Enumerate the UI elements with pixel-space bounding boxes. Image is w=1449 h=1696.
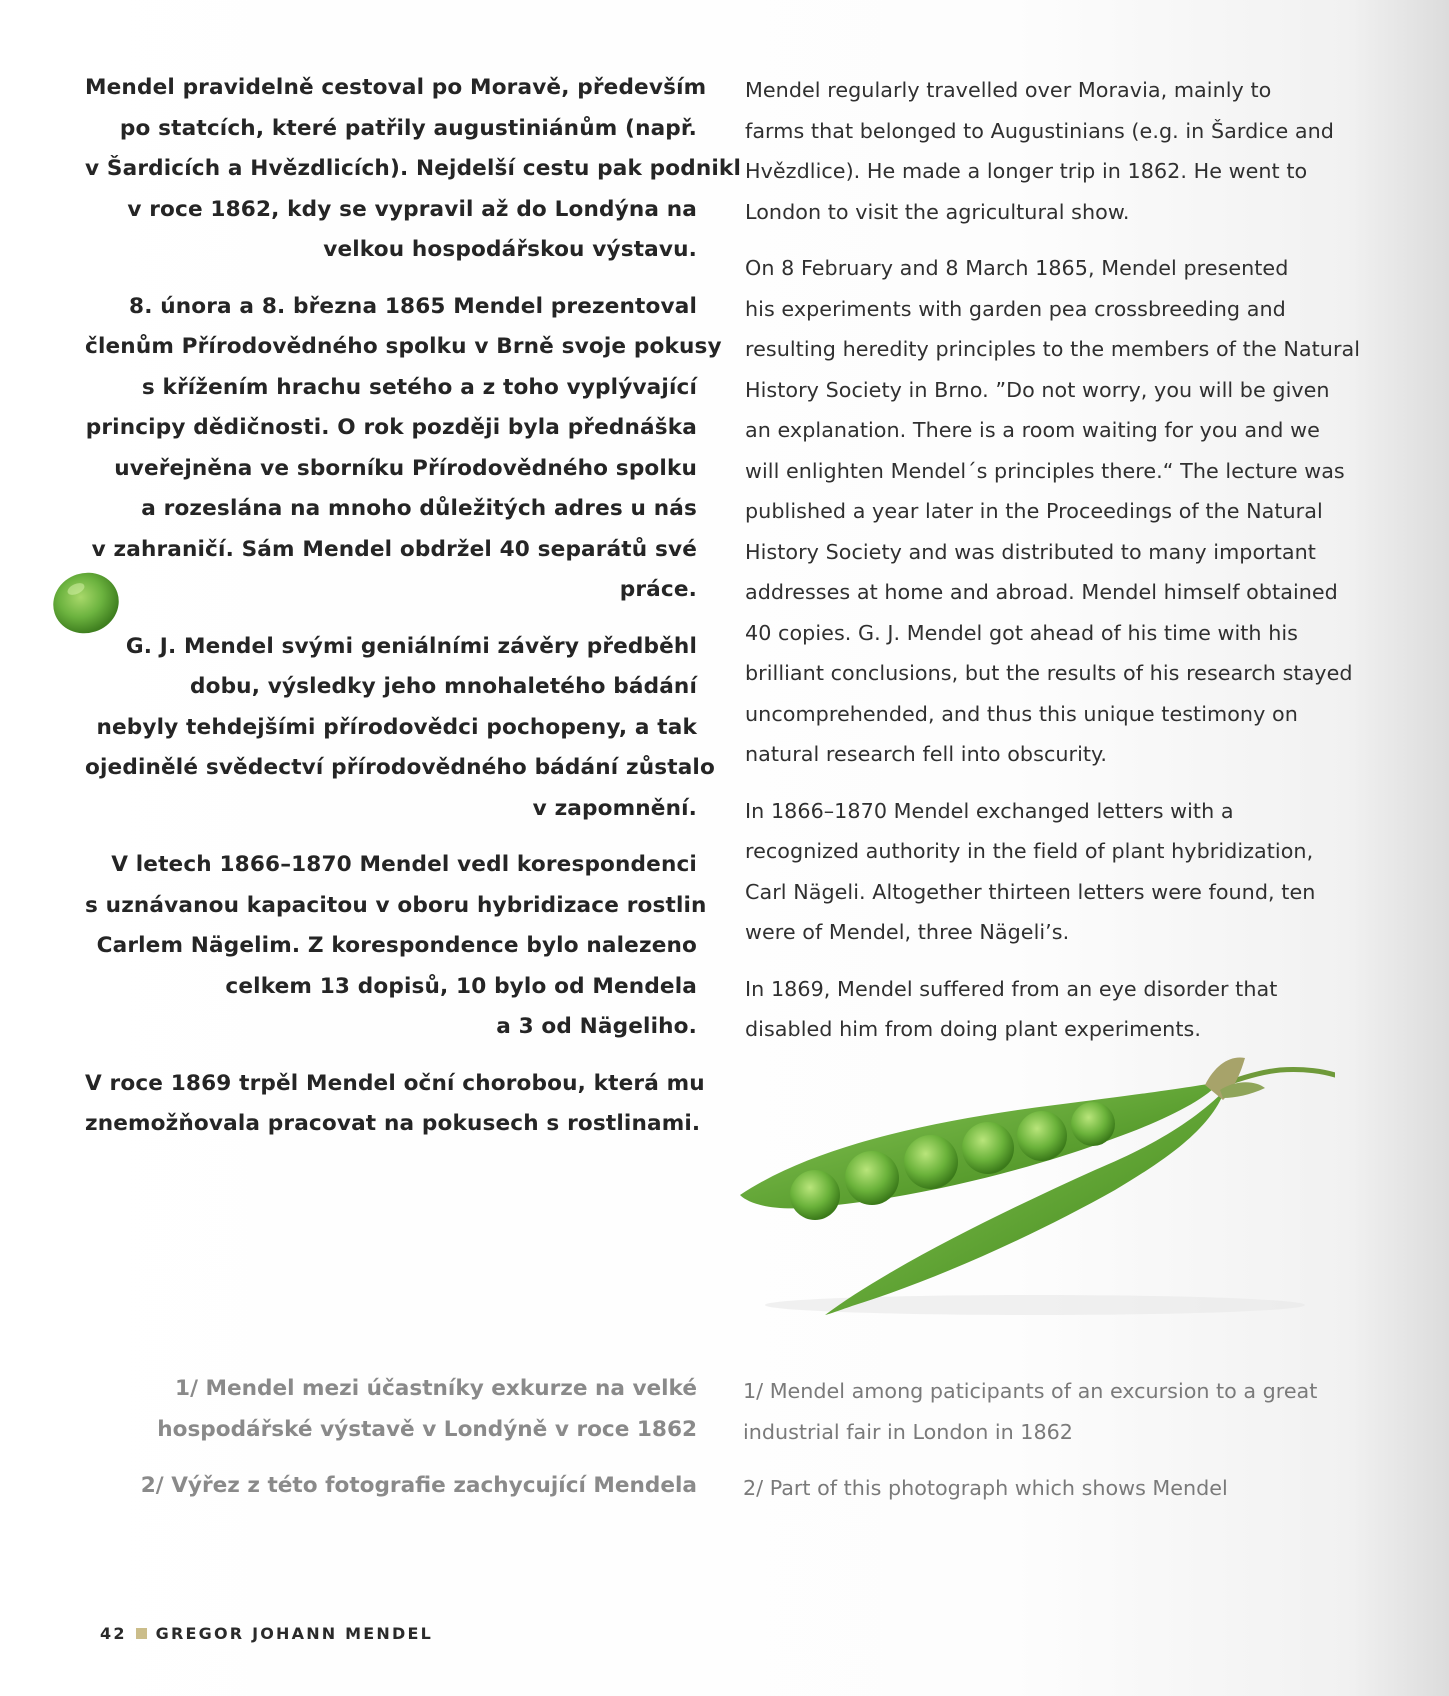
text-line: recognized authority in the field of plant hybridization, [745,839,1314,863]
czech-text-column [85,68,741,1161]
text-line: nebyly tehdejšími přírodovědci pochopeny, a tak [96,714,697,740]
text-line: London to visit the agricultural show. [745,199,1130,224]
caption-line: hospodářské výstavě v Londýně v roce 1862 [157,1416,697,1442]
text-line: Carl Nägeli. Altogether thirteen letters were found, ten [745,879,1316,904]
text-line: 8. února a 8. března 1865 Mendel prezentoval [129,293,697,319]
english-text-column [745,70,1361,1066]
text-line: published a year later in the Proceedings of the Natural [745,499,1323,523]
text-line: dobu, výsledky jeho mnohaletého bádání [189,674,697,699]
text-line: v Šardicích a Hvězdlicích). Nejdelší cestu pak podnikl [85,156,741,181]
english-paragraph [745,969,1355,1050]
text-line: In 1866–1870 Mendel exchanged letters with a [745,798,1234,823]
text-line: s křížením hrachu setého a z toho vyplývající [141,374,697,400]
text-line: členům Přírodovědného spolku v Brně svoje pokusy [85,334,722,359]
english-paragraph [745,791,1355,953]
text-line: uncomprehended, and thus this unique testimony on [745,701,1298,726]
czech-paragraph [85,845,707,1048]
text-line: Hvězdlice). He made a longer trip in 1862. He went to [745,159,1308,183]
text-line: v zapomnění. [532,795,697,821]
text-line: V roce 1869 trpěl Mendel oční chorobou, která mu [85,1070,705,1096]
caption [85,1369,697,1450]
text-line: will enlighten Mendel´s principles there.“ The lecture was [745,458,1345,483]
text-line: Mendel regularly travelled over Moravia, mainly to [745,78,1272,102]
text-line: znemožňovala pracovat na pokusech s rostlinami. [85,1111,701,1136]
text-line: v zahraničí. Sám Mendel obdržel 40 separátů své [91,536,697,562]
text-line: ojedinělé svědectví přírodovědného bádání zůstalo [85,755,715,780]
czech-paragraph [85,287,722,611]
caption-line: 1/ Mendel among paticipants of an excursion to a great [743,1379,1318,1403]
caption-line: 2/ Part of this photograph which shows Mendel [743,1476,1228,1500]
pea-pod-image [735,1050,1335,1320]
text-line: were of Mendel, three Nägeli’s. [745,920,1070,944]
caption [85,1466,697,1507]
text-line: addresses at home and abroad. Mendel himself obtained [745,580,1338,604]
caption [743,1468,1363,1509]
text-line: s uznávanou kapacitou v oboru hybridizace rostlin [85,892,707,918]
text-line: a 3 od Nägeliho. [496,1014,697,1039]
caption-line: 1/ Mendel mezi účastníky exkurze na velké [175,1376,697,1401]
page-footer [100,1624,433,1643]
page-number: 42 [100,1624,127,1643]
english-paragraph [745,70,1355,232]
text-line: v roce 1862, kdy se vypravil až do Londýna na [127,196,697,222]
caption [743,1371,1363,1452]
text-line: farms that belonged to Augustinians (e.g. in Šardice and [745,118,1334,143]
czech-captions [85,1369,697,1523]
text-line: On 8 February and 8 March 1865, Mendel presented [745,256,1289,280]
czech-paragraph [85,1064,705,1145]
text-line: principy dědičnosti. O rok později byla přednáška [85,415,697,440]
text-line: V letech 1866–1870 Mendel vedl korespondenci [111,852,697,877]
text-line: History Society and was distributed to many important [745,539,1316,564]
text-line: uveřejněna ve sborníku Přírodovědného spolku [114,455,697,481]
text-line: Mendel pravidelně cestoval po Moravě, především [85,75,707,100]
english-paragraph [745,248,1361,775]
text-line: brilliant conclusions, but the results of his research stayed [745,661,1353,685]
caption-line: industrial fair in London in 1862 [743,1419,1073,1444]
text-line: resulting heredity principles to the members of the Natural [745,337,1361,361]
text-line: his experiments with garden pea crossbreeding and [745,296,1286,321]
text-line: natural research fell into obscurity. [745,742,1108,766]
text-line: velkou hospodářskou výstavu. [323,237,697,262]
czech-paragraph [85,627,715,830]
text-line: Carlem Nägelim. Z korespondence bylo nalezeno [96,933,697,958]
text-line: History Society in Brno. ”Do not worry, you will be given [745,377,1330,402]
english-captions [743,1371,1363,1525]
text-line: 40 copies. G. J. Mendel got ahead of his time with his [745,620,1298,645]
text-line: a rozeslána na mnoho důležitých adres u nás [141,496,697,521]
text-line: an explanation. There is a room waiting for you and we [745,418,1320,442]
running-title: GREGOR JOHANN MENDEL [155,1624,434,1643]
caption-line: 2/ Výřez z této fotografie zachycující Mendela [140,1473,697,1498]
text-line: disabled him from doing plant experiments. [745,1017,1201,1041]
text-line: po statcích, které patřily augustiniánům (např. [119,115,697,141]
text-line: G. J. Mendel svými geniálními závěry předběhl [125,633,697,659]
text-line: práce. [619,577,697,602]
czech-paragraph [85,68,741,271]
text-line: celkem 13 dopisů, 10 bylo od Mendela [225,973,697,999]
text-line: In 1869, Mendel suffered from an eye disorder that [745,976,1278,1001]
footer-square-icon [136,1628,147,1639]
